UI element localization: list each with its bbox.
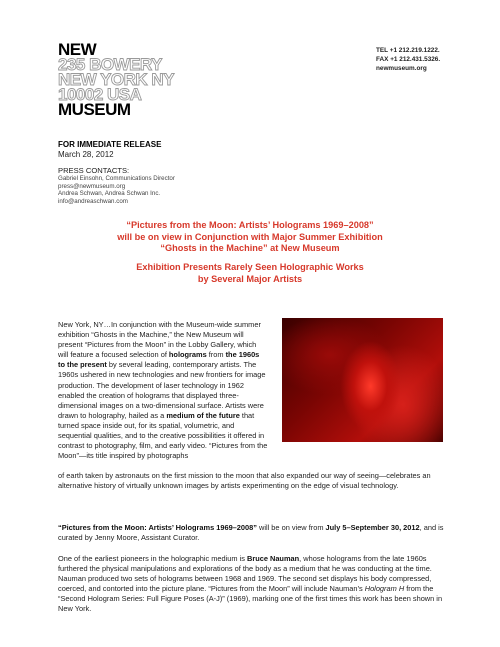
release-block <box>58 140 161 159</box>
contact-tel: TEL +1 212.219.1222. <box>376 47 440 54</box>
text-run-italic: Hologram H <box>364 584 405 594</box>
contact-web: newmuseum.org <box>376 65 427 72</box>
text-run: , and is curated by Jenny Moore, Assistant Curator. <box>58 523 444 543</box>
contact-fax: FAX +1 212.431.5326. <box>376 56 441 63</box>
text-run-bold: holograms <box>168 350 207 360</box>
contact-info <box>376 46 440 73</box>
text-run-bold: Bruce Nauman <box>246 554 300 563</box>
logo-line-address: 235 BOWERY <box>58 55 162 74</box>
text-run-bold: “Pictures from the Moon: Artists’ Holograms 1969–2008” <box>58 523 257 532</box>
logo-line-museum: MUSEUM <box>58 100 131 119</box>
museum-logo <box>58 42 174 117</box>
hologram-photo <box>282 318 443 442</box>
text-run-bold: medium of the future <box>166 410 240 420</box>
logo-line-city: NEW YORK NY <box>58 70 175 89</box>
press-contact-line: Gabriel Einsohn, Communications Director <box>58 175 175 182</box>
text-run: will be on view from <box>256 523 326 532</box>
release-title: FOR IMMEDIATE RELEASE <box>58 140 162 149</box>
text-run-bold: July 5–September 30, 2012 <box>325 523 420 532</box>
photo-caption <box>446 319 476 441</box>
logo-line-zip: 10002 USA <box>58 85 142 104</box>
headline-line: “Ghosts in the Machine” at New Museum <box>160 243 340 253</box>
text-run: from the “Second Hologram Series: Full Figure Poses (A-J)” (1969), marking one of the first times this work has been shown in New York. <box>58 584 443 614</box>
logo-line-new: NEW <box>58 40 97 59</box>
press-contacts <box>58 166 175 205</box>
subheadline <box>40 262 460 285</box>
text-run: , whose holograms from the late 1960s furthered the physical manipulations and explorations of the body as a medium that he was conducting at the time. Nauman produced two sets of holograms between 1968 and 1969. The second set displays his body compressed, coerced, and contorted into the picture plane. “Pictures from the Moon” will include Nauman’s <box>58 554 432 594</box>
paragraph-intro-continued: of earth taken by astronauts on the first mission to the moon that also expanded our way of seeing—celebrates an alternative history of virtually unknown images by artists experimenting on the edge of visual technology. <box>58 471 431 491</box>
headline-line: will be on view in Conjunction with Major Summer Exhibition <box>117 231 383 242</box>
text-run: that turned space inside out, for its spatial, volumetric, and sequential qualities, and to the creative possibilities it offered in contrast to photography, film, and early video. “Pictures from the Moon”—its title inspired by photographs <box>58 410 268 461</box>
text-run: One of the earliest pioneers in the holographic medium is <box>58 554 247 563</box>
headline-line: “Pictures from the Moon: Artists’ Holograms 1969–2008” <box>126 220 374 230</box>
release-date: March 28, 2012 <box>58 149 114 159</box>
text-run: New York, NY…In conjunction with the Museum-wide summer exhibition “Ghosts in the Machine,” the New Museum will present “Pictures from the Moon” in the Lobby Gallery, which will feature a focused selection of <box>58 320 261 360</box>
paragraph-dates <box>58 523 448 543</box>
subheadline-line: Exhibition Presents Rarely Seen Holographic Works <box>136 262 364 272</box>
press-contact-line: Andrea Schwan, Andrea Schwan Inc. <box>58 190 161 198</box>
paragraph-intro <box>58 320 268 461</box>
press-email-link[interactable]: info@andreaschwan.com <box>58 197 128 205</box>
subheadline-line: by Several Major Artists <box>197 273 303 284</box>
headline <box>40 220 460 255</box>
press-heading: PRESS CONTACTS: <box>58 166 130 175</box>
text-run-bold: the 1960s to the present <box>58 350 260 370</box>
paragraph-nauman <box>58 554 448 615</box>
press-email-link[interactable]: press@newmuseum.org <box>58 182 126 190</box>
text-run: by several leading, contemporary artists. The 1960s ushered in new technologies and new frontiers for image production. The development of laser technology in 1962 enabled the creation of holograms that displayed three-dimensional images on a two-dimensional surface. Artists were drawn to holography, hailed as a <box>58 360 266 420</box>
text-run: from <box>206 350 226 360</box>
